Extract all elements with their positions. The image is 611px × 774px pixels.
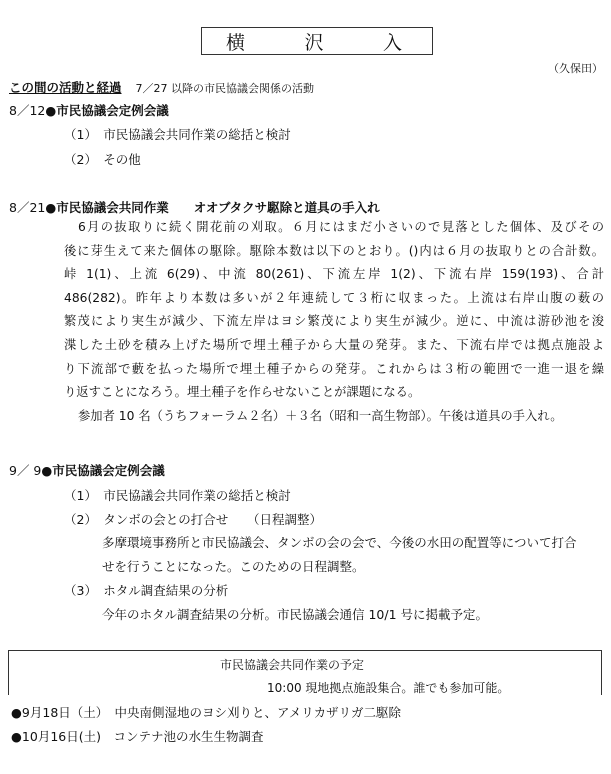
list-item: （1） 市民協議会共同作業の総括と検討: [64, 127, 291, 142]
section-title: ●市民協議会共同作業 オオブタクサ駆除と道具の手入れ: [45, 200, 380, 215]
intro-subtitle: 7／27 以降の市民協議会関係の活動: [135, 82, 314, 95]
title-char-2: 沢: [304, 31, 324, 54]
section-date: 8／21: [9, 200, 46, 215]
title-char-1: 横: [226, 31, 246, 54]
list-item: （2） その他: [64, 152, 141, 167]
paragraph-line: 後に芽生えて来た個体の駆除。駆除本数は以下のとおり。()内は６月の抜取りとの合計数。: [64, 243, 604, 258]
list-note: せを行うことになった。このための日程調整。: [102, 559, 365, 574]
list-item: （3） ホタル調査結果の分析: [64, 583, 229, 598]
paragraph-line: 繁茂により実生が減少、下流左岸はヨシ繁茂により実生が減少。逆に、中流は游砂池を浚: [64, 314, 604, 329]
section-title: ●市民協議会定例会議: [45, 103, 169, 118]
schedule-event: ●10月16日(土) コンテナ池の水生生物調査: [11, 729, 264, 744]
schedule-note: 10:00 現地拠点施設集合。誰でも参加可能。: [267, 681, 510, 695]
section-date: 9／ 9: [9, 463, 42, 478]
schedule-event: ●9月18日（土） 中央南側湿地のヨシ刈りと、アメリカザリガ二駆除: [11, 705, 402, 720]
paragraph-line: 486(282)。昨年より本数は多いが２年連続して３桁に収まった。上流は右岸山腹の薮の: [64, 290, 604, 305]
section-heading: [9, 461, 165, 479]
participants-line: 参加者 10 名（うちフォーラム２名）＋３名（昭和一高生物部）。午後は道具の手入れ。: [78, 408, 563, 423]
list-note: 今年のホタル調査結果の分析。市民協議会通信 10/1 号に掲載予定。: [102, 607, 489, 622]
title-char-3: 入: [382, 31, 402, 54]
list-note: 多摩環境事務所と市民協議会、タンボの会の会で、今後の水田の配置等について打合: [102, 535, 577, 550]
section-date: 8／12: [9, 103, 46, 118]
paragraph-line: 渫した土砂を積み上げた場所で埋土種子から大量の発芽。また、下流右岸では拠点施設よ: [64, 337, 604, 352]
list-item: （2） タンボの会との打合せ （日程調整）: [64, 512, 322, 527]
paragraph-line: り返すことになろう。埋土種子を作らせないことが課題になる。: [64, 385, 421, 400]
schedule-heading: 市民協議会共同作業の予定: [220, 658, 365, 672]
intro-line: [9, 78, 314, 96]
paragraph-line: 6月の抜取りに続く開花前の刈取。６月にはまだ小さいので見落とした個体、及びその: [78, 220, 604, 234]
paragraph-line: り下流部で藪を払った場所で埋土種子からの発芽。これからは３桁の範囲で一進一退を繰: [64, 361, 604, 376]
section-heading: [9, 198, 380, 216]
section-title: ●市民協議会定例会議: [41, 463, 165, 478]
list-item: （1） 市民協議会共同作業の総括と検討: [64, 488, 291, 503]
paragraph-line: 峠 1(1)、上流 6(29)、中流 80(261)、下流左岸 1(2)、下流右岸 159(193)、合計: [64, 267, 604, 282]
intro-heading: この間の活動と経過: [9, 80, 122, 95]
section-heading: [9, 101, 169, 119]
page-title: [201, 27, 433, 55]
author: （久保田）: [548, 62, 603, 75]
report-paragraph: [64, 216, 604, 428]
